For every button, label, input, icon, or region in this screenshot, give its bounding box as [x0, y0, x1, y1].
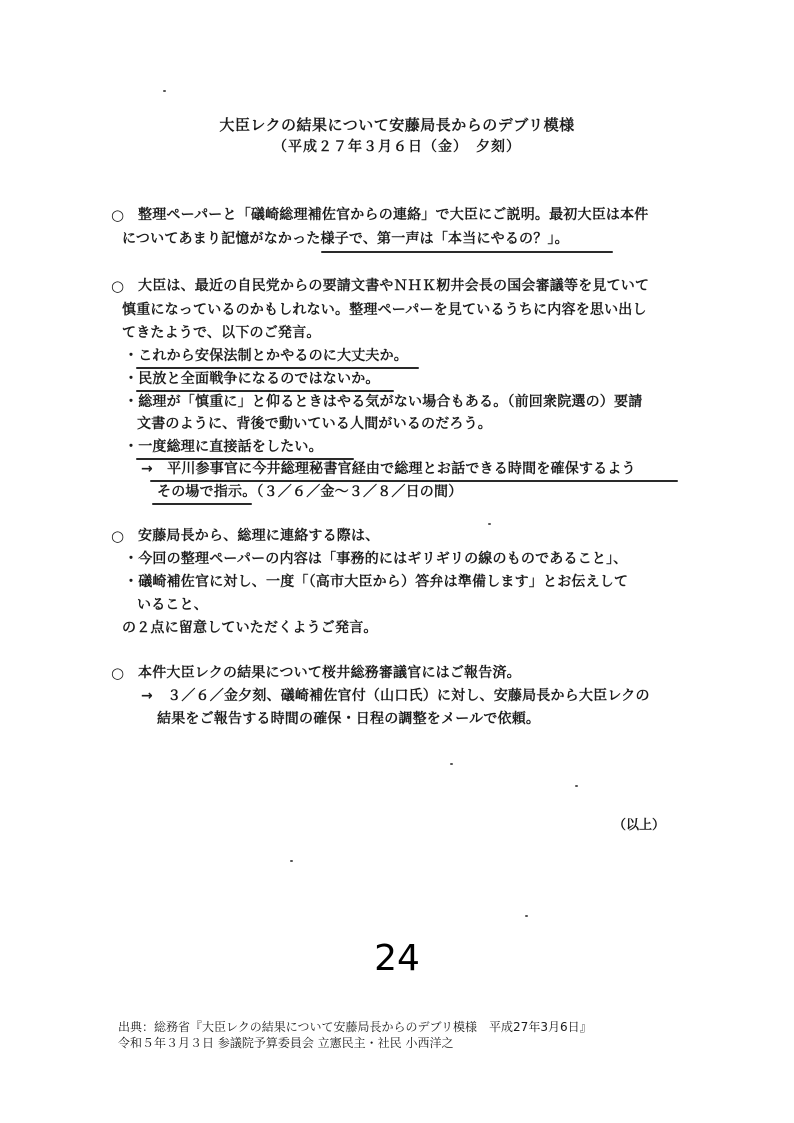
document-date: （平成２７年３月６日（金） 夕刻） [273, 139, 521, 155]
section-3-item-1: ・今回の整理ペーパーの内容は「事務的にはギリギリの線のものであること」、 [124, 551, 628, 567]
underline-arrow-line-2 [152, 503, 252, 505]
source-line-2: 令和５年３月３日 参議院予算委員会 立憲民主・社民 小西洋之 [118, 1036, 454, 1050]
section-4-arrow-line-1: → ３／６／金夕刻、礒崎補佐官付（山口氏）に対し、安藤局長から大臣レクの [141, 688, 650, 704]
minister-remark-4: ・一度総理に直接話をしたい。 [124, 439, 323, 455]
section-2-line-1: 大臣は、最近の自民党からの要請文書やＮＨＫ籾井会長の国会審議等を見ていて [138, 278, 650, 294]
minister-remark-1: ・これから安保法制とかやるのに大丈夫か。 [124, 348, 408, 364]
section-1-bullet: ○ [111, 206, 125, 224]
closing-mark: （以上） [613, 818, 666, 833]
section-4-arrow-line-2: 結果をご報告する時間の確保・日程の調整をメールで依頼。 [157, 711, 541, 727]
section-3-item-2-line-2: いること、 [137, 597, 208, 613]
section-3-bullet: ○ [111, 527, 125, 545]
section-1-line-2: についてあまり記憶がなかった様子で、第一声は「本当にやるの？」。 [122, 231, 569, 247]
scan-speck [163, 90, 166, 92]
section-1-line-1: 整理ペーパーと「礒崎総理補佐官からの連絡」で大臣にご説明。最初大臣は本件 [138, 207, 649, 223]
scan-speck [450, 763, 453, 765]
minister-remark-3-line-2: 文書のように、背後で動いている人間がいるのだろう。 [137, 416, 492, 432]
section-2-arrow-line-2: その場で指示。（３／６／金～３／８／日の間） [157, 484, 463, 500]
underline-first-reaction [321, 251, 613, 253]
source-citation [118, 1019, 592, 1051]
minister-remark-3-line-1: ・総理が「慎重に」と仰るときはやる気がない場合もある。（前回衆院選の）要請 [124, 394, 643, 410]
document-title: 大臣レクの結果について安藤局長からのデブリ模様 [219, 116, 575, 134]
page-number: 24 [374, 938, 420, 979]
section-3-item-2-line-1: ・礒崎補佐官に対し、一度「（高市大臣から）答弁は準備します」とお伝えして [124, 574, 629, 590]
scan-speck [290, 860, 293, 862]
section-4-bullet: ○ [111, 664, 125, 682]
section-3-line-1: 安藤局長から、総理に連絡する際は、 [138, 528, 380, 544]
section-2-bullet: ○ [111, 277, 125, 295]
minister-remark-2: ・民放と全面戦争になるのではないか。 [124, 371, 380, 387]
source-line-1: 出典：総務省『大臣レクの結果について安藤局長からのデブリ模様 平成27年3月6日』 [118, 1020, 592, 1034]
section-3-line-end: の２点に留意していただくようご発言。 [122, 620, 378, 636]
scan-speck [575, 785, 578, 787]
scan-speck [525, 915, 528, 917]
scan-speck [488, 523, 491, 525]
section-4-line-1: 本件大臣レクの結果について桜井総務審議官にはご報告済。 [138, 665, 521, 681]
section-2-line-2: 慎重になっているのかもしれない。整理ペーパーを見ているうちに内容を思い出し [122, 302, 647, 318]
section-2-line-3: てきたようで、以下のご発言。 [122, 325, 321, 341]
section-2-arrow-line-1: → 平川参事官に今井総理秘書官経由で総理とお話できる時間を確保するよう [141, 461, 636, 477]
